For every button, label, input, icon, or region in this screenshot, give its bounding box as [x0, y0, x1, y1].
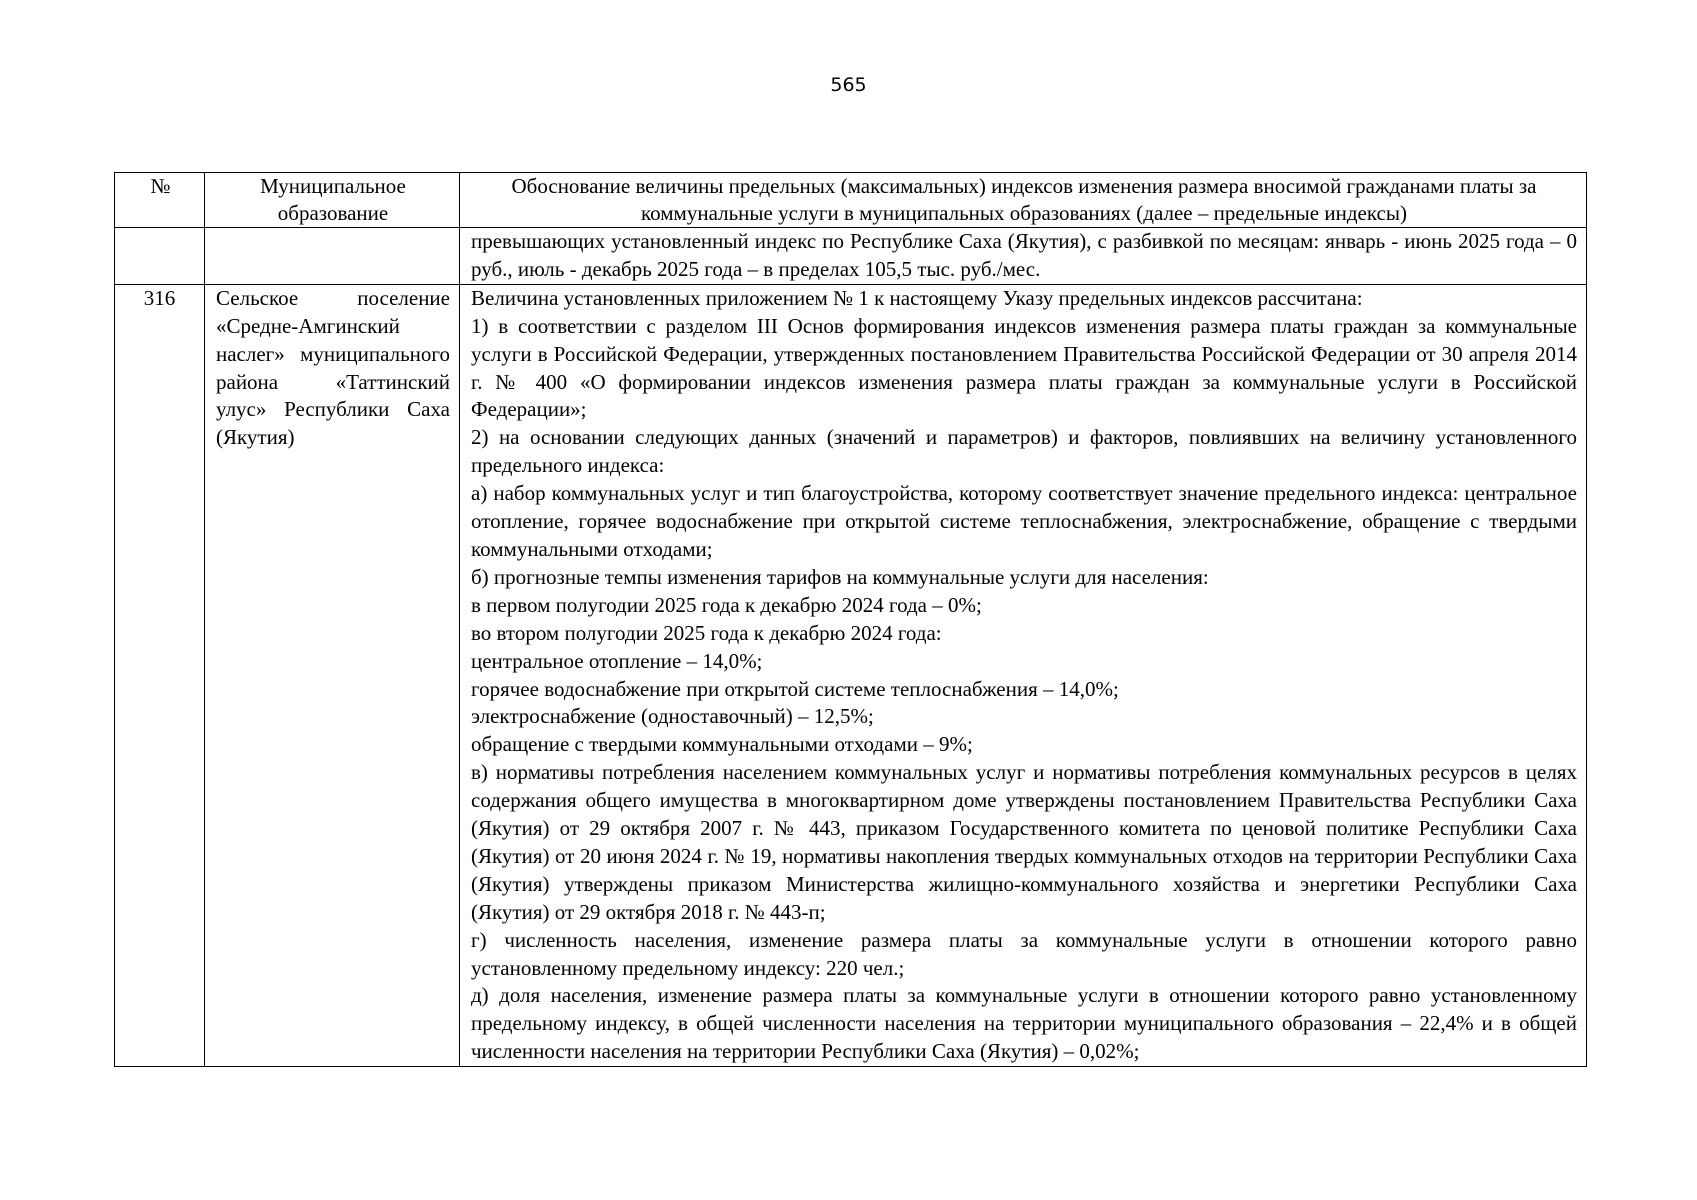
paragraph-item-2: 2) на основании следующих данных (значений и параметров) и факторов, повлиявших на величину установленного предельного индекса:: [471, 425, 1577, 478]
page-number: 565: [830, 74, 867, 96]
row-justification-text: превышающих установленный индекс по Республике Саха (Якутия), с разбивкой по месяцам: январь - июнь 2025 года – 0 руб., июль - декабрь 2025 года – в пределах 105,5 тыс. руб./мес.: [460, 228, 1587, 285]
table-row: [115, 228, 1587, 285]
paragraph-hot-water: горячее водоснабжение при открытой системе теплоснабжения – 14,0%;: [471, 676, 1119, 701]
paragraph-item-g: г) численность населения, изменение размера платы за коммунальные услуги в отношении которого равно установленному предельному индексу: 220 чел.;: [471, 927, 1577, 980]
paragraph-item-a: а) набор коммунальных услуг и тип благоустройства, которому соответствует значение предельного индекса: центральное отопление, горячее водоснабжение при открытой системе теплоснабжения, электроснабжение, обращение с твердыми коммунальными отходами;: [471, 481, 1577, 561]
paragraph-heating: центральное отопление – 14,0%;: [471, 648, 763, 673]
paragraph-first-half: в первом полугодии 2025 года к декабрю 2024 года – 0%;: [471, 592, 982, 617]
paragraph-second-half: во втором полугодии 2025 года к декабрю 2024 года:: [471, 620, 942, 645]
row-municipality: [205, 228, 460, 285]
paragraph-electricity: электроснабжение (одноставочный) – 12,5%;: [471, 704, 874, 729]
paragraph-intro: Величина установленных приложением № 1 к настоящему Указу предельных индексов рассчитана:: [471, 285, 1363, 310]
header-municipality: Муниципальное образование: [205, 173, 460, 228]
row-justification: [460, 284, 1587, 1066]
table-row: [115, 284, 1587, 1066]
row-number: 316: [115, 284, 205, 1066]
table-header-row: [115, 173, 1587, 228]
header-number: №: [115, 173, 205, 228]
paragraph-item-v: в) нормативы потребления населением коммунальных услуг и нормативы потребления коммунальных ресурсов в целях содержания общего имущества в многоквартирном доме утверждены постановлением Правительства Республики Саха (Якутия) от 29 октября 2007 г. № 443, приказом Государственного комитета по ценовой политике Республики Саха (Якутия) от 20 июня 2024 г. № 19, нормативы накопления твердых коммунальных отходов на территории Республики Саха (Якутия) утверждены приказом Министерства жилищно-коммунального хозяйства и энергетики Республики Саха (Якутия) от 29 октября 2018 г. № 443-п;: [471, 760, 1577, 924]
paragraph-item-1: 1) в соответствии с разделом III Основ формирования индексов изменения размера платы граждан за коммунальные услуги в Российской Федерации, утвержденных постановлением Правительства Российской Федерации от 30 апреля 2014 г. № 400 «О формировании индексов изменения размера платы граждан за коммунальные услуги в Российской Федерации»;: [471, 313, 1577, 422]
paragraph-waste: обращение с твердыми коммунальными отходами – 9%;: [471, 732, 973, 757]
row-municipality: Сельское поселение «Средне-Амгинский наслег» муниципального района «Таттинский улус» Республики Саха (Якутия): [205, 284, 460, 1066]
row-number: [115, 228, 205, 285]
justification-table: [114, 172, 1587, 1067]
header-justification: Обоснование величины предельных (максимальных) индексов изменения размера вносимой гражданами платы за коммунальные услуги в муниципальных образованиях (далее – предельные индексы): [460, 173, 1587, 228]
paragraph-item-b: б) прогнозные темпы изменения тарифов на коммунальные услуги для населения:: [471, 564, 1209, 589]
paragraph-item-d: д) доля населения, изменение размера платы за коммунальные услуги в отношении которого равно установленному предельному индексу, в общей численности населения на территории муниципального образования – 22,4% и в общей численности населения на территории Республики Саха (Якутия) – 0,02%;: [471, 983, 1577, 1064]
